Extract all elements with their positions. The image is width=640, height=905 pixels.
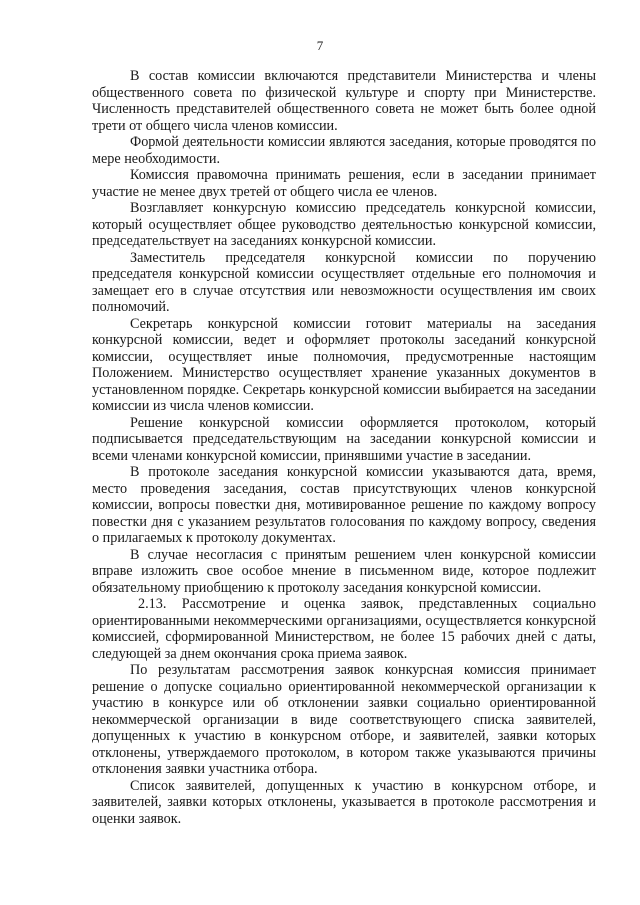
page-number: 7 (316, 38, 324, 53)
paragraph-chairman: Возглавляет конкурсную комиссию председатель конкурсной комиссии, который осуществляет общее руководство деятельностью конкурсной комиссии, председательствует на заседаниях конкурсной комиссии. (92, 200, 596, 249)
paragraph-secretary: Секретарь конкурсной комиссии готовит материалы на заседания конкурсной комиссии, ведет и оформляет протоколы заседаний конкурсной комиссии, осуществляет иные полномочия, предусмотренные настоящим Положением. Министерство осуществляет хранение указанных документов в установленном порядке. Секретарь конкурсной комиссии выбирается на заседании комиссии из числа членов комиссии. (92, 315, 596, 414)
paragraph-review-results: По результатам рассмотрения заявок конкурсная комиссия принимает решение о допуске социально ориентированной некоммерческой организации к участию в конкурсе или об отклонении заявки социально ориентированной некоммерческой организации в виде соответствующего списка заявителей, допущенных к участию в конкурсном отборе, и заявителей, заявки которых отклонены, утверждаемого протоколом, в котором также указываются причины отклонения заявки участника отбора. (92, 662, 596, 777)
paragraph-deputy-chairman: Заместитель председателя конкурсной комиссии по поручению председателя конкурсной комиссии осуществляет отдельные его полномочия и замещает его в случае отсутствия или невозможности осуществления им своих полномочий. (92, 249, 596, 315)
paragraph-protocol-contents: В протоколе заседания конкурсной комиссии указываются дата, время, место проведения заседания, состав присутствующих членов конкурсной комиссии, вопросы повестки дня, мотивированное решение по каждому вопросу повестки дня с указанием результатов голосования по каждому вопросу, сведения о прилагаемых к протоколу документах. (92, 464, 596, 546)
paragraph-applicants-list: Список заявителей, допущенных к участию в конкурсном отборе, и заявителей, заявки которых отклонены, указывается в протоколе рассмотрения и оценки заявок. (92, 777, 596, 827)
document-body (92, 68, 596, 827)
paragraph-dissent: В случае несогласия с принятым решением член конкурсной комиссии вправе изложить свое особое мнение в письменном виде, которое подлежит обязательному приобщению к протоколу заседания конкурсной комиссии. (92, 546, 596, 596)
paragraph-activity-form: Формой деятельности комиссии являются заседания, которые проводятся по мере необходимости. (92, 134, 596, 167)
paragraph-section-2-13: 2.13. Рассмотрение и оценка заявок, представленных социально ориентированными некоммерческими организациями, осуществляется конкурсной комиссией, сформированной Министерством, не более 15 рабочих дней с даты, следующей за днем окончания срока приема заявок. (92, 596, 596, 662)
paragraph-decision-protocol: Решение конкурсной комиссии оформляется протоколом, который подписывается председательствующим на заседании конкурсной комиссии и всеми членами конкурсной комиссии, принявшими участие в заседании. (92, 414, 596, 464)
paragraph-quorum: Комиссия правомочна принимать решения, если в заседании принимает участие не менее двух третей от общего числа ее членов. (92, 167, 596, 200)
paragraph-commission-composition: В состав комиссии включаются представители Министерства и члены общественного совета по физической культуре и спорту при Министерстве. Численность представителей общественного совета не может быть более одной трети от общего числа членов комиссии. (92, 68, 596, 134)
